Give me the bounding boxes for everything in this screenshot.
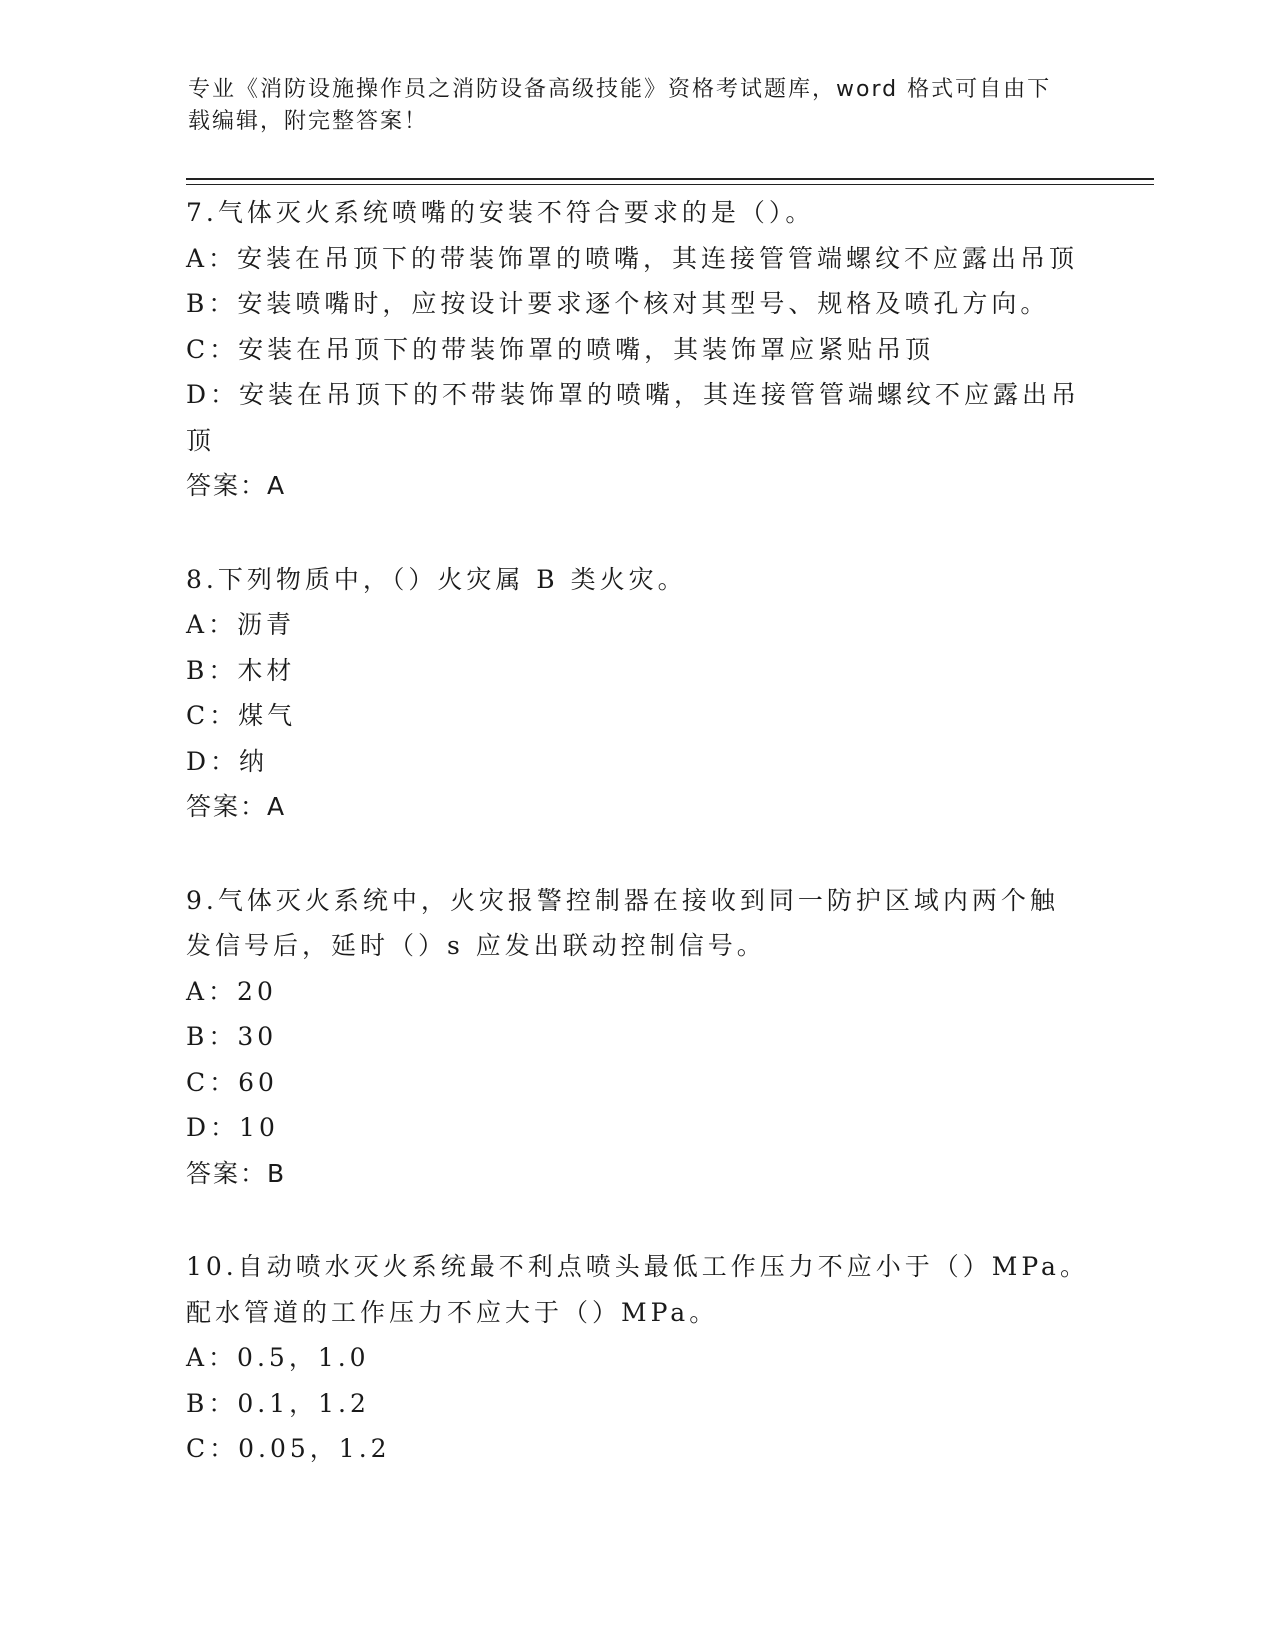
option-b: B：30 (186, 1022, 278, 1051)
question-stem-continuation: 配水管道的工作压力不应大于（）MPa。 (186, 1297, 719, 1327)
option-a: A：安装在吊顶下的带装饰罩的喷嘴，其连接管管端螺纹不应露出吊顶 (186, 243, 1079, 273)
option-a: A：沥青 (186, 610, 296, 639)
answer-label: 答案：B (186, 1158, 287, 1188)
header-divider (186, 178, 1154, 185)
question-stem: 9.气体灭火系统中，火灾报警控制器在接收到同一防护区域内两个触 (186, 885, 1059, 915)
question-7 (186, 190, 1086, 509)
option-c: C：煤气 (186, 701, 297, 730)
question-10 (186, 1244, 1089, 1472)
question-stem: 10.自动喷水灭火系统最不利点喷头最低工作压力不应小于（）MPa。 (186, 1252, 1089, 1281)
option-d: D：10 (186, 1113, 279, 1142)
option-c: C：60 (186, 1067, 278, 1097)
option-a: A：0.5，1.0 (186, 1343, 370, 1372)
answer-label: 答案：A (186, 792, 287, 821)
question-list (186, 190, 1089, 1520)
option-b: B：安装喷嘴时，应按设计要求逐个核对其型号、规格及喷孔方向。 (186, 289, 1050, 318)
option-a: A：20 (186, 976, 277, 1006)
document-intro (188, 74, 1068, 138)
question-8 (186, 557, 1086, 830)
option-d: D：纳 (186, 746, 269, 776)
option-c: C：0.05，1.2 (186, 1434, 391, 1463)
intro-line-1: 专业《消防设施操作员之消防设备高级技能》资格考试题库，word 格式可自由下 (188, 77, 1052, 102)
option-d-continuation: 顶 (186, 425, 216, 455)
question-stem: 7.气体灭火系统喷嘴的安装不符合要求的是（）。 (186, 198, 815, 227)
option-b: B：0.1，1.2 (186, 1388, 370, 1418)
intro-line-2: 载编辑，附完整答案！ (188, 109, 429, 134)
question-stem-continuation: 发信号后，延时（）s 应发出联动控制信号。 (186, 931, 766, 960)
option-c: C：安装在吊顶下的带装饰罩的喷嘴，其装饰罩应紧贴吊顶 (186, 334, 935, 364)
option-d: D：安装在吊顶下的不带装饰罩的喷嘴，其连接管管端螺纹不应露出吊 (186, 380, 1081, 409)
question-stem: 8.下列物质中，（）火灾属 B 类火灾。 (186, 564, 687, 594)
answer-label: 答案：A (186, 471, 287, 500)
question-9 (186, 878, 1086, 1197)
option-b: B：木材 (186, 655, 296, 685)
